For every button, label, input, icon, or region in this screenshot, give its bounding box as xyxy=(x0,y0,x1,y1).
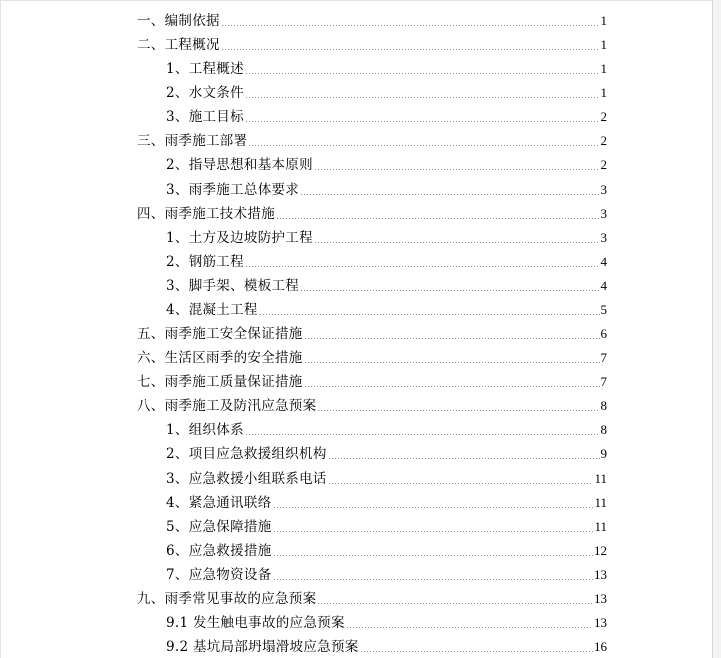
toc-entry-title: 七、雨季施工质量保证措施 xyxy=(137,374,303,391)
toc-entry-page-number: 13 xyxy=(594,590,607,606)
toc-entry-title: 6、应急救援措施 xyxy=(166,542,272,559)
toc-dot-leader xyxy=(273,531,594,532)
toc-entry[interactable] xyxy=(166,560,607,584)
toc-entry[interactable] xyxy=(137,126,607,150)
toc-entry[interactable] xyxy=(166,102,607,126)
toc-entry[interactable] xyxy=(137,30,607,54)
toc-entry[interactable] xyxy=(137,367,607,391)
page-left-border xyxy=(0,0,1,658)
toc-entry[interactable] xyxy=(166,54,607,78)
toc-dot-leader xyxy=(273,579,594,580)
toc-dot-leader xyxy=(314,169,600,170)
toc-entry-title: 2、项目应急救援组织机构 xyxy=(166,446,327,463)
toc-entry-title: 一、编制依据 xyxy=(137,13,220,29)
toc-entry-page-number: 3 xyxy=(600,229,607,245)
toc-entry-title: 5、应急保障措施 xyxy=(166,518,272,535)
toc-entry[interactable] xyxy=(166,464,607,488)
toc-entry-title: 3、应急救援小组联系电话 xyxy=(166,470,327,487)
toc-entry[interactable] xyxy=(166,632,607,656)
toc-entry-title: 2、指导思想和基本原则 xyxy=(166,157,313,174)
toc-entry-page-number: 1 xyxy=(600,61,607,77)
toc-entry-page-number: 3 xyxy=(600,205,607,221)
toc-entry-title: 1、工程概述 xyxy=(166,61,244,78)
toc-dot-leader xyxy=(273,555,594,556)
toc-dot-leader xyxy=(360,651,593,652)
toc-entry[interactable] xyxy=(166,488,607,512)
toc-dot-leader xyxy=(276,218,600,219)
toc-entry[interactable] xyxy=(166,295,607,319)
window-scrollbar[interactable] xyxy=(712,0,721,658)
toc-entry[interactable] xyxy=(166,78,607,102)
toc-entry[interactable] xyxy=(166,175,607,199)
toc-dot-leader xyxy=(245,73,600,74)
toc-entry-title: 1、组织体系 xyxy=(166,422,244,439)
toc-dot-leader xyxy=(304,386,600,387)
toc-entry-title: 1、土方及边坡防护工程 xyxy=(166,229,313,246)
toc-entry[interactable] xyxy=(166,512,607,536)
toc-entry-page-number: 4 xyxy=(600,253,607,269)
toc-entry-page-number: 1 xyxy=(600,37,607,53)
toc-entry-title: 九、雨季常见事故的应急预案 xyxy=(137,590,317,607)
toc-entry-page-number: 11 xyxy=(594,518,607,534)
toc-entry-page-number: 1 xyxy=(600,13,607,28)
toc-entry-page-number: 3 xyxy=(600,181,607,197)
toc-dot-leader xyxy=(328,458,600,459)
toc-entry[interactable] xyxy=(137,319,607,343)
toc-entry-page-number: 12 xyxy=(594,542,607,558)
toc-entry-page-number: 8 xyxy=(600,422,607,438)
toc-entry-page-number: 2 xyxy=(600,157,607,173)
toc-entry[interactable] xyxy=(166,536,607,560)
toc-entry-page-number: 16 xyxy=(594,639,607,655)
toc-entry-title: 3、脚手架、模板工程 xyxy=(166,277,300,294)
toc-entry[interactable] xyxy=(166,608,607,632)
toc-dot-leader xyxy=(317,603,593,604)
toc-dot-leader xyxy=(221,49,600,50)
toc-entry-title: 4、混凝土工程 xyxy=(166,301,258,318)
toc-entry-title: 7、应急物资设备 xyxy=(166,566,272,583)
toc-entry-title: 二、工程概况 xyxy=(137,37,220,54)
toc-entry-page-number: 2 xyxy=(600,109,607,125)
toc-dot-leader xyxy=(273,507,594,508)
toc-entry[interactable] xyxy=(137,6,607,30)
toc-entry-page-number: 7 xyxy=(600,350,607,366)
toc-entry[interactable] xyxy=(166,247,607,271)
toc-entry-page-number: 2 xyxy=(600,133,607,149)
toc-entry-page-number: 13 xyxy=(594,566,607,582)
toc-entry-title: 3、施工目标 xyxy=(166,109,244,126)
toc-entry-title: 2、水文条件 xyxy=(166,85,244,102)
toc-entry-title: 八、雨季施工及防汛应急预案 xyxy=(137,398,317,415)
toc-entry-page-number: 7 xyxy=(600,374,607,390)
toc-dot-leader xyxy=(248,145,599,146)
toc-entry-title: 三、雨季施工部署 xyxy=(137,133,248,150)
toc-entry-title: 9.2 基坑局部坍塌滑坡应急预案 xyxy=(166,639,359,656)
toc-entry-page-number: 11 xyxy=(594,470,607,486)
toc-dot-leader xyxy=(300,290,599,291)
toc-entry-title: 4、紧急通讯联络 xyxy=(166,494,272,511)
toc-dot-leader xyxy=(245,121,600,122)
toc-dot-leader xyxy=(317,410,599,411)
toc-entry-page-number: 1 xyxy=(600,85,607,101)
toc-dot-leader xyxy=(300,194,599,195)
toc-entry[interactable] xyxy=(137,343,607,367)
toc-dot-leader xyxy=(221,25,600,26)
toc-dot-leader xyxy=(245,266,600,267)
toc-entry-page-number: 13 xyxy=(594,615,607,630)
toc-entry-title: 2、钢筋工程 xyxy=(166,253,244,270)
toc-dot-leader xyxy=(304,338,600,339)
toc-dot-leader xyxy=(328,483,594,484)
toc-entry-title: 四、雨季施工技术措施 xyxy=(137,205,275,222)
toc-dot-leader xyxy=(314,242,600,243)
toc-entry-title: 9.1 发生触电事故的应急预案 xyxy=(166,615,345,631)
toc-entry-title: 五、雨季施工安全保证措施 xyxy=(137,326,303,343)
toc-entry[interactable] xyxy=(137,199,607,223)
toc-dot-leader xyxy=(259,314,600,315)
toc-entry[interactable] xyxy=(166,439,607,463)
toc-entry[interactable] xyxy=(166,223,607,247)
toc-entry-page-number: 8 xyxy=(600,398,607,414)
toc-entry-page-number: 11 xyxy=(594,494,607,510)
toc-entry-page-number: 6 xyxy=(600,326,607,342)
toc-entry-page-number: 5 xyxy=(600,301,607,317)
toc-entry-page-number: 9 xyxy=(600,446,607,462)
toc-entry-title: 3、雨季施工总体要求 xyxy=(166,181,300,198)
toc-entry[interactable] xyxy=(166,415,607,439)
toc-dot-leader xyxy=(346,627,593,628)
toc-dot-leader xyxy=(245,97,600,98)
toc-dot-leader xyxy=(304,362,600,363)
toc-entry-title: 六、生活区雨季的安全措施 xyxy=(137,350,303,367)
toc-entry[interactable] xyxy=(137,584,607,608)
toc-entry[interactable] xyxy=(137,391,607,415)
toc-dot-leader xyxy=(245,434,600,435)
toc-entry-page-number: 4 xyxy=(600,277,607,293)
toc-entry[interactable] xyxy=(166,271,607,295)
toc-entry[interactable] xyxy=(166,150,607,174)
page-top-border xyxy=(0,0,712,1)
